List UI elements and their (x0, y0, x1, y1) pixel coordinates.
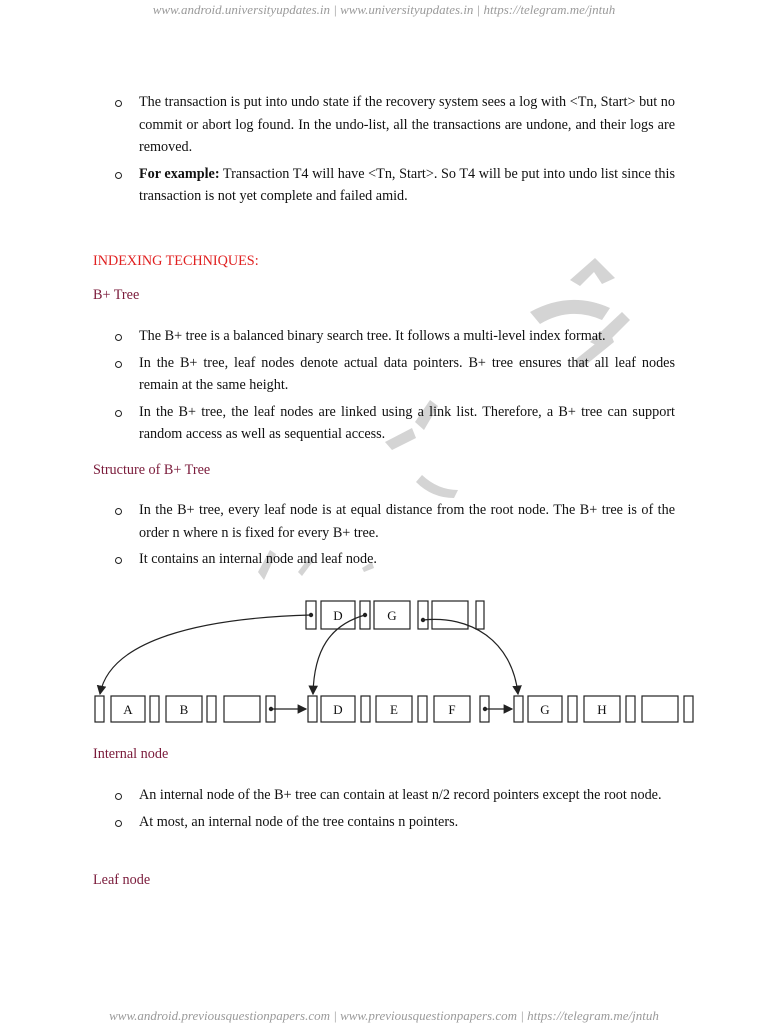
list-item: In the B+ tree, the leaf nodes are linked using a link list. Therefore, a B+ tree can support random access as well as sequential access. (113, 401, 675, 446)
list-item: In the B+ tree, leaf nodes denote actual data pointers. B+ tree ensures that all leaf nodes remain at the same height. (113, 352, 675, 397)
bplus-list (113, 325, 675, 446)
structure-heading: Structure of B+ Tree (93, 462, 211, 478)
leaf-key-cell (224, 696, 260, 722)
leaf-key-label: E (390, 702, 398, 717)
pointer-dot (483, 707, 487, 711)
leaf-pointer-cell (308, 696, 317, 722)
leaf-key-label: F (448, 702, 456, 717)
bplus-tree-diagram (0, 590, 768, 730)
leaf-key-label: G (540, 702, 550, 717)
root-pointer-cell (418, 601, 428, 629)
bplus-heading: B+ Tree (93, 287, 140, 303)
list-item: The B+ tree is a balanced binary search tree. It follows a multi-level index format. (113, 325, 675, 348)
root-to-leaf3-arrow (423, 619, 518, 694)
leaf-key-cell (642, 696, 678, 722)
root-to-leaf1-arrow (100, 615, 311, 694)
leaf-node-heading: Leaf node (93, 872, 151, 888)
internal-node-heading: Internal node (93, 746, 169, 762)
structure-list (113, 499, 675, 571)
leaf-pointer-cell (207, 696, 216, 722)
leaf-key-label: B (179, 702, 189, 717)
root-key-label: D (333, 608, 343, 623)
list-item: An internal node of the B+ tree can contain at least n/2 record pointers except the root node. (113, 784, 675, 807)
list-item: It contains an internal node and leaf node. (113, 548, 675, 571)
section-heading: INDEXING TECHNIQUES: (93, 253, 259, 269)
leaf-pointer-cell (361, 696, 370, 722)
internal-node-list (113, 784, 675, 833)
example-bullet (113, 163, 675, 208)
leaf-pointer-cell (626, 696, 635, 722)
undo-bullet: The transaction is put into undo state if the recovery system sees a log with <Tn, Start> but no commit or abort log found. In the undo-list, all the transactions are undone, and their logs are removed. (113, 91, 675, 159)
root-key-cell (432, 601, 468, 629)
root-pointer-cell (476, 601, 484, 629)
list-item: At most, an internal node of the tree contains n pointers. (113, 811, 675, 834)
leaf-pointer-cell (418, 696, 427, 722)
leaf-pointer-cell (514, 696, 523, 722)
leaf-key-label: H (597, 702, 607, 717)
undo-list (113, 91, 675, 208)
header-watermark: www.android.universityupdates.in | www.universityupdates.in | https://telegram.me/jntuh (152, 2, 616, 17)
pointer-dot (269, 707, 273, 711)
pointer-dot (363, 613, 367, 617)
list-item: In the B+ tree, every leaf node is at equal distance from the root node. The B+ tree is of the order n where n is fixed for every B+ tree. (113, 499, 675, 544)
leaf-pointer-cell (95, 696, 104, 722)
pointer-dot (421, 618, 425, 622)
leaf-key-label: A (123, 702, 133, 717)
example-text: Transaction T4 will have <Tn, Start>. So T4 will be put into undo list since this transaction is not yet complete and failed amid. (139, 165, 675, 204)
root-key-label: G (387, 608, 397, 623)
leaf-pointer-cell (568, 696, 577, 722)
leaf-pointer-cell (684, 696, 693, 722)
footer-watermark: www.android.previousquestionpapers.com | www.previousquestionpapers.com | https://telegram.me/jntuh (109, 1008, 659, 1023)
example-lead: For example: (139, 165, 220, 182)
leaf-key-label: D (333, 702, 343, 717)
leaf-pointer-cell (150, 696, 159, 722)
pointer-dot (309, 613, 313, 617)
